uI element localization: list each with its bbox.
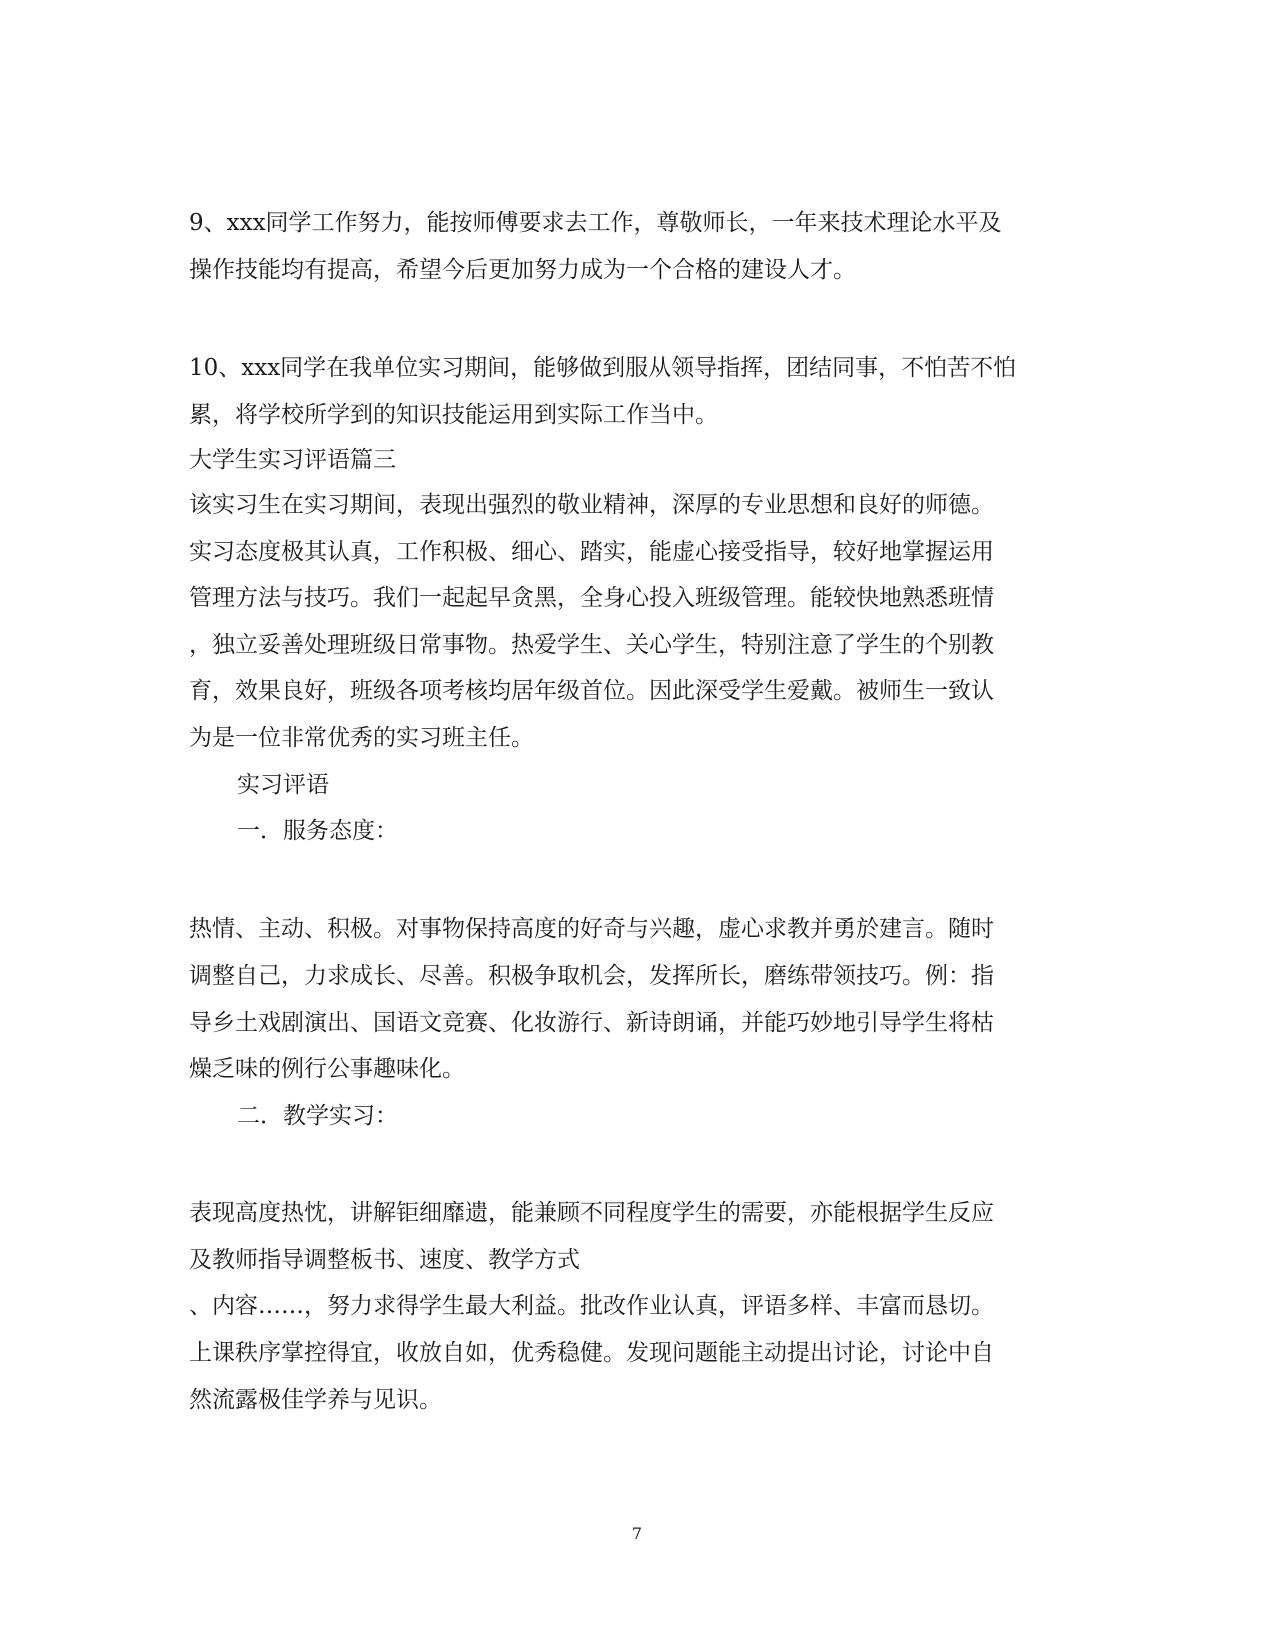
paragraph-line: 表现高度热忱，讲解钜细靡遗，能兼顾不同程度学生的需要，亦能根据学生反应 [189,1200,994,1226]
paragraph-line: 累，将学校所学到的知识技能运用到实际工作当中。 [189,402,718,428]
paragraph-line: 10、xxx同学在我单位实习期间，能够做到服从领导指挥，团结同事，不怕苦不怕 [189,355,1017,381]
paragraph-line: 导乡土戏剧演出、国语文竞赛、化妆游行、新诗朗诵，并能巧妙地引导学生将枯 [189,1010,994,1036]
paragraph-line: 上课秩序掌控得宜，收放自如，优秀稳健。发现问题能主动提出讨论，讨论中自 [189,1340,994,1366]
paragraph-line: 该实习生在实习期间，表现出强烈的敬业精神，深厚的专业思想和良好的师德。 [189,492,994,518]
paragraph-line: 及教师指导调整板书、速度、教学方式 [189,1247,580,1273]
page-number: 7 [631,1524,643,1543]
paragraph-line: 9、xxx同学工作努力，能按师傅要求去工作，尊敬师长，一年来技术理论水平及 [189,210,1002,236]
paragraph-line: 调整自己，力求成长、尽善。积极争取机会，发挥所长，磨练带领技巧。例：指 [189,963,994,989]
paragraph-line: 实习态度极其认真，工作积极、细心、踏实，能虚心接受指导，较好地掌握运用 [189,539,994,565]
paragraph-line: 热情、主动、积极。对事物保持高度的好奇与兴趣，虚心求教并勇於建言。随时 [189,916,994,942]
paragraph-line: 操作技能均有提高，希望今后更加努力成为一个合格的建设人才。 [189,257,856,283]
section-heading: 大学生实习评语篇三 [189,447,396,473]
subsection-heading: 一．服务态度： [237,818,398,844]
subsection-heading: 二．教学实习： [237,1103,398,1129]
paragraph-line: 管理方法与技巧。我们一起起早贪黑，全身心投入班级管理。能较快地熟悉班情 [189,585,994,611]
paragraph-line: 、内容……，努力求得学生最大利益。批改作业认真，评语多样、丰富而恳切。 [189,1293,994,1319]
paragraph-line: 然流露极佳学养与见识。 [189,1387,442,1413]
paragraph-line: ，独立妥善处理班级日常事物。热爱学生、关心学生，特别注意了学生的个别教 [189,632,994,658]
paragraph-line: 燥乏味的例行公事趣味化。 [189,1056,465,1082]
subsection-heading: 实习评语 [237,772,329,798]
paragraph-line: 为是一位非常优秀的实习班主任。 [189,725,534,751]
paragraph-line: 育，效果良好，班级各项考核均居年级首位。因此深受学生爱戴。被师生一致认 [189,678,994,704]
